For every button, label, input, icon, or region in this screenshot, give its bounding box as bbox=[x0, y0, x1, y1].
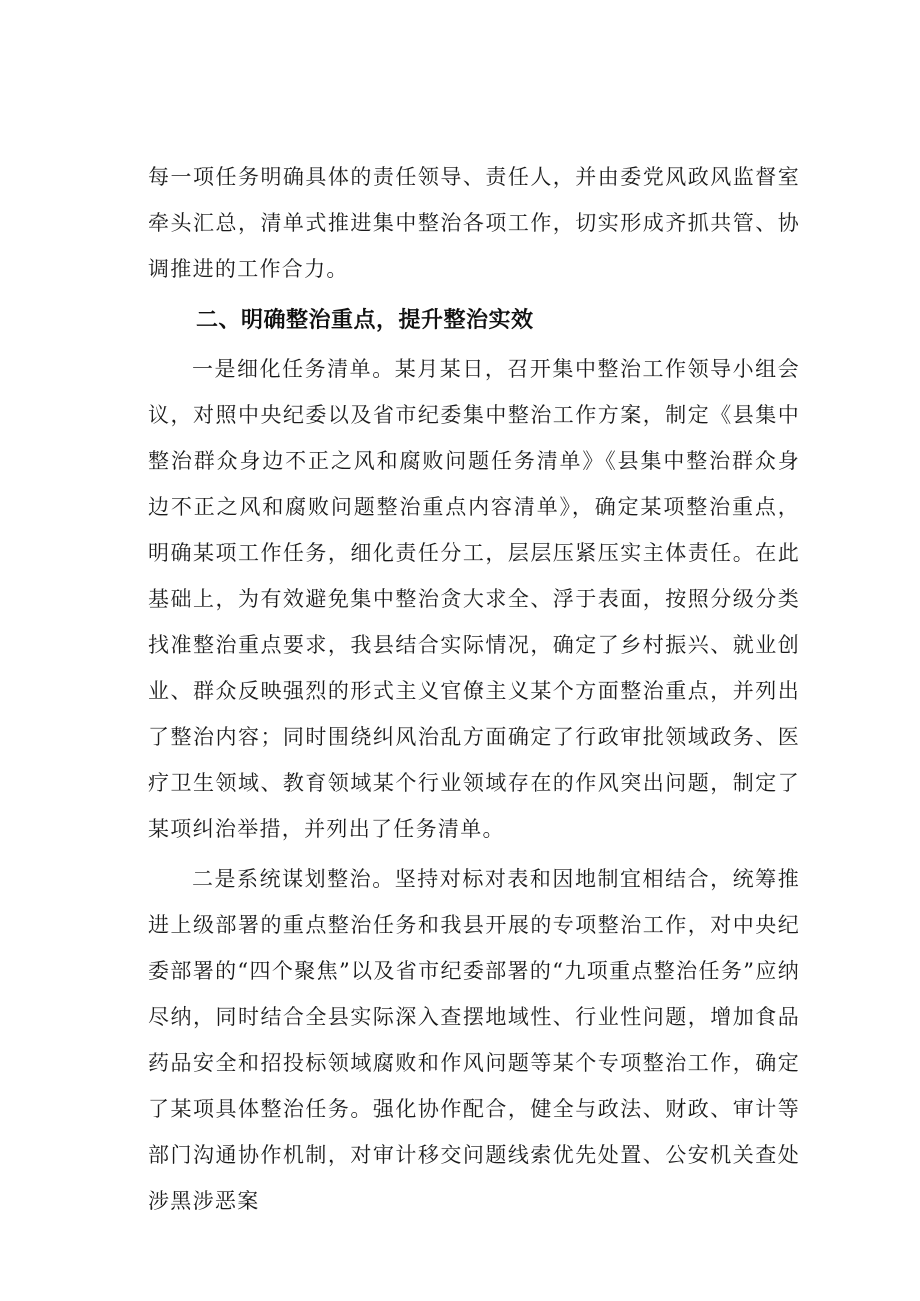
section-heading: 二、明确整治重点，提升整治实效 bbox=[196, 308, 534, 333]
paragraph-task-list: 一是细化任务清单。某月某日，召开集中整治工作领导小组会议，对照中央纪委以及省市纪委集中整治工作方案，制定《县集中整治群众身边不正之风和腐败问题任务清单》《县集中整治群众身边不正之风和腐败问题整治重点内容清单》，确定某项整治重点，明确某项工作任务，细化责任分工，层层压紧压实主体责任。在此基础上，为有效避免集中整治贪大求全、浮于表面，按照分级分类找准整治重点要求，我县结合实际情况，确定了乡村振兴、就业创业、群众反映强烈的形式主义官僚主义某个方面整治重点，并列出了整治内容；同时围绕纠风治乱方面确定了行政审批领域政务、医疗卫生领域、教育领域某个行业领域存在的作风突出问题，制定了某项纠治举措，并列出了任务清单。 bbox=[148, 357, 800, 841]
document-body bbox=[148, 154, 800, 1224]
paragraph-continued: 每一项任务明确具体的责任领导、责任人，并由委党风政风监督室牵头汇总，清单式推进集中整治各项工作，切实形成齐抓共管、协调推进的工作合力。 bbox=[148, 165, 800, 281]
paragraph-systematic-planning: 二是系统谋划整治。坚持对标对表和因地制宜相结合，统筹推进上级部署的重点整治任务和我县开展的专项整治工作，对中央纪委部署的“四个聚焦”以及省市纪委部署的“九项重点整治任务”应纳尽纳，同时结合全县实际深入查摆地域性、行业性问题，增加食品药品安全和招投标领域腐败和作风问题等某个专项整治工作，确定了某项具体整治任务。强化协作配合，健全与政法、财政、审计等部门沟通协作机制，对审计移交问题线索优先处置、公安机关查处涉黑涉恶案 bbox=[148, 867, 800, 1213]
